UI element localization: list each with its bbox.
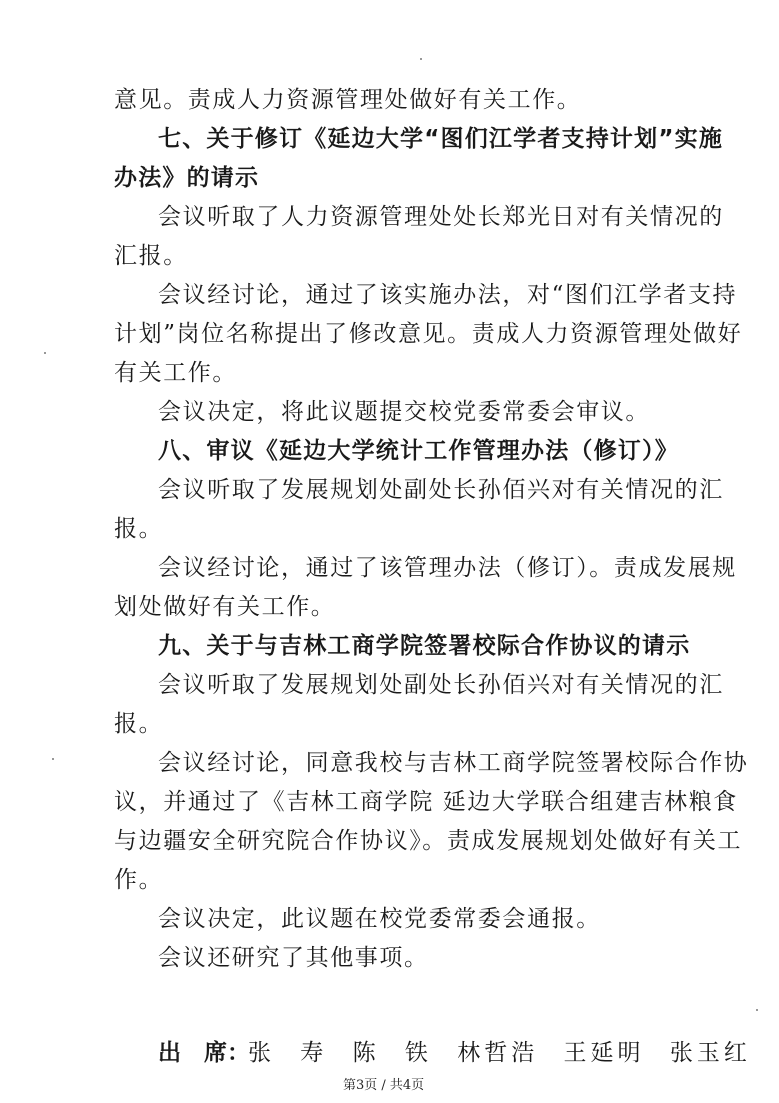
paragraph-line: 会议听取了人力资源管理处处长郑光日对有关情况的 bbox=[158, 204, 724, 230]
paragraph-line: 有关工作。 bbox=[114, 360, 237, 386]
paragraph-line: 汇报。 bbox=[114, 243, 188, 269]
paragraph-line: 会议经讨论，通过了该实施办法，对“图们江学者支持 bbox=[158, 282, 738, 308]
paragraph-line: 议，并通过了《吉林工商学院 延边大学联合组建吉林粮食 bbox=[114, 789, 738, 815]
paragraph-line: 意见。责成人力资源管理处做好有关工作。 bbox=[114, 87, 582, 113]
paragraph-line: 划处做好有关工作。 bbox=[114, 594, 336, 620]
scan-speck bbox=[44, 352, 46, 354]
paragraph-line: 会议还研究了其他事项。 bbox=[158, 945, 429, 971]
scan-speck bbox=[52, 758, 54, 760]
paragraph-line: 会议听取了发展规划处副处长孙佰兴对有关情况的汇 bbox=[158, 672, 724, 698]
scan-speck bbox=[420, 58, 422, 60]
paragraph-line: 会议决定，将此议题提交校党委常委会审议。 bbox=[158, 399, 650, 425]
attendance-names: 张 寿 陈 铁 林哲浩 王延明 张玉红 bbox=[248, 1040, 751, 1066]
attendance-label: 出 席： bbox=[158, 1040, 250, 1066]
section-heading-seven-cont: 办法》的请示 bbox=[114, 165, 260, 191]
section-heading-eight: 八、审议《延边大学统计工作管理办法（修订）》 bbox=[158, 438, 679, 464]
page-indicator: 第3页 / 共4页 bbox=[343, 1078, 425, 1093]
paragraph-line: 与边疆安全研究院合作协议》。责成发展规划处做好有关工 bbox=[114, 828, 743, 854]
paragraph-line: 会议决定，此议题在校党委常委会通报。 bbox=[158, 906, 601, 932]
paragraph-line: 报。 bbox=[114, 516, 164, 542]
paragraph-line: 作。 bbox=[114, 867, 164, 893]
paragraph-line: 会议经讨论，同意我校与吉林工商学院签署校际合作协 bbox=[158, 750, 749, 776]
section-heading-nine: 九、关于与吉林工商学院签署校际合作协议的请示 bbox=[158, 633, 691, 659]
section-heading-seven: 七、关于修订《延边大学“图们江学者支持计划”实施 bbox=[158, 126, 724, 152]
paragraph-line: 会议经讨论，通过了该管理办法（修订）。责成发展规 bbox=[158, 555, 737, 581]
paragraph-line: 会议听取了发展规划处副处长孙佰兴对有关情况的汇 bbox=[158, 477, 724, 503]
paragraph-line: 报。 bbox=[114, 711, 164, 737]
scan-speck bbox=[756, 1009, 758, 1011]
paragraph-line: 计划”岗位名称提出了修改意见。责成人力资源管理处做好 bbox=[114, 321, 743, 347]
